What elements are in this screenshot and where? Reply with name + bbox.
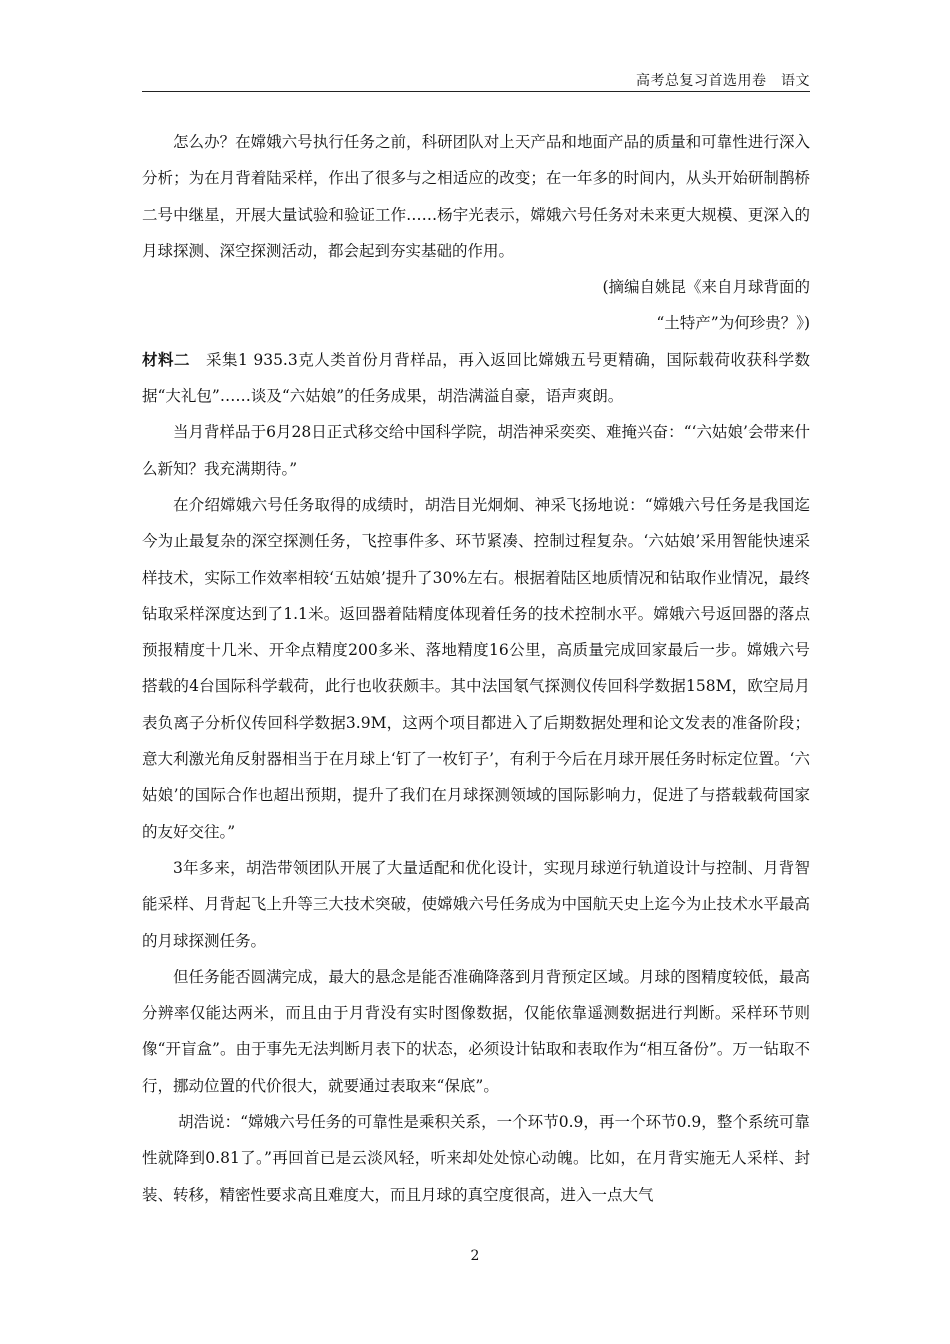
material-2-text: 采集1 935.3克人类首份月背样品，再入返回比嫦娥五号更精确，国际载荷收获科学数据“大礼包”……谈及“六姑娘”的任务成果，胡浩满溢自豪，语声爽朗。	[142, 350, 810, 406]
paragraph-1: 怎么办？在嫦娥六号执行任务之前，科研团队对上天产品和地面产品的质量和可靠性进行深入分析；为在月背着陆采样，作出了很多与之相适应的改变；在一年多的时间内，从头开始研制鹊桥二号中继星，开展大量试验和验证工作……杨宇光表示，嫦娥六号任务对未来更大规模、更深入的月球探测、深空探测活动，都会起到夯实基础的作用。	[142, 133, 810, 260]
header-divider	[142, 91, 810, 92]
page-header-title: 高考总复习首选用卷 语文	[636, 73, 810, 89]
source-citation-line-1: (摘编自姚昆《来自月球背面的	[602, 278, 810, 297]
source-citation-line-2: “土特产”为何珍贵？》)	[656, 314, 810, 333]
paragraph-5: 3年多来，胡浩带领团队开展了大量适配和优化设计，实现月球逆行轨道设计与控制、月背智能采样、月背起飞上升等三大技术突破，使嫦娥六号任务成为中国航天史上迄今为止技术水平最高的月球探测任务。	[142, 858, 810, 950]
paragraph-4: 在介绍嫦娥六号任务取得的成绩时，胡浩目光炯炯、神采飞扬地说：“嫦娥六号任务是我国迄今为止最复杂的深空探测任务，飞控事件多、环节紧凑、控制过程复杂。‘六姑娘’采用智能快速采样技术，实际工作效率相较‘五姑娘’提升了30%左右。根据着陆区地质情况和钻取作业情况，最终钻取采样深度达到了1.1米。返回器着陆精度体现着任务的技术控制水平。嫦娥六号返回器的落点预报精度十几米、开伞点精度200多米、落地精度16公里，高质量完成回家最后一步。嫦娥六号搭载的4台国际科学载荷，此行也收获颇丰。其中法国氡气探测仪传回科学数据158M，欧空局月表负离子分析仪传回科学数据3.9M，这两个项目都进入了后期数据处理和论文发表的准备阶段；意大利激光角反射器相当于在月球上‘钉了一枚钉子’，有利于今后在月球开展任务时标定位置。‘六姑娘’的国际合作也超出预期，提升了我们在月球探测领域的国际影响力，促进了与搭载载荷国家的友好交往。”	[142, 495, 810, 841]
paragraph-7: 胡浩说：“嫦娥六号任务的可靠性是乘积关系，一个环节0.9，再一个环节0.9，整个系统可靠性就降到0.81了。”再回首已是云淡风轻，听来却处处惊心动魄。比如，在月背实施无人采样、封装、转移，精密性要求高且难度大，而且月球的真空度很高，进入一点大气	[142, 1113, 810, 1204]
document-body	[142, 124, 810, 1213]
material-2-label: 材料二	[142, 349, 191, 369]
paragraph-material-2	[142, 342, 810, 415]
paragraph-3: 当月背样品于6月28日正式移交给中国科学院，胡浩神采奕奕、难掩兴奋：“‘六姑娘’会带来什么新知？我充满期待。”	[142, 423, 810, 478]
page-number: 2	[470, 1248, 480, 1264]
paragraph-6: 但任务能否圆满完成，最大的悬念是能否准确降落到月背预定区域。月球的图精度较低，最高分辨率仅能达两米，而且由于月背没有实时图像数据，仅能依靠遥测数据进行判断。采样环节则像“开盲盒”。由于事先无法判断月表下的状态，必须设计钻取和表取作为“相互备份”。万一钻取不行，挪动位置的代价很大，就要通过表取来“保底”。	[142, 967, 810, 1095]
